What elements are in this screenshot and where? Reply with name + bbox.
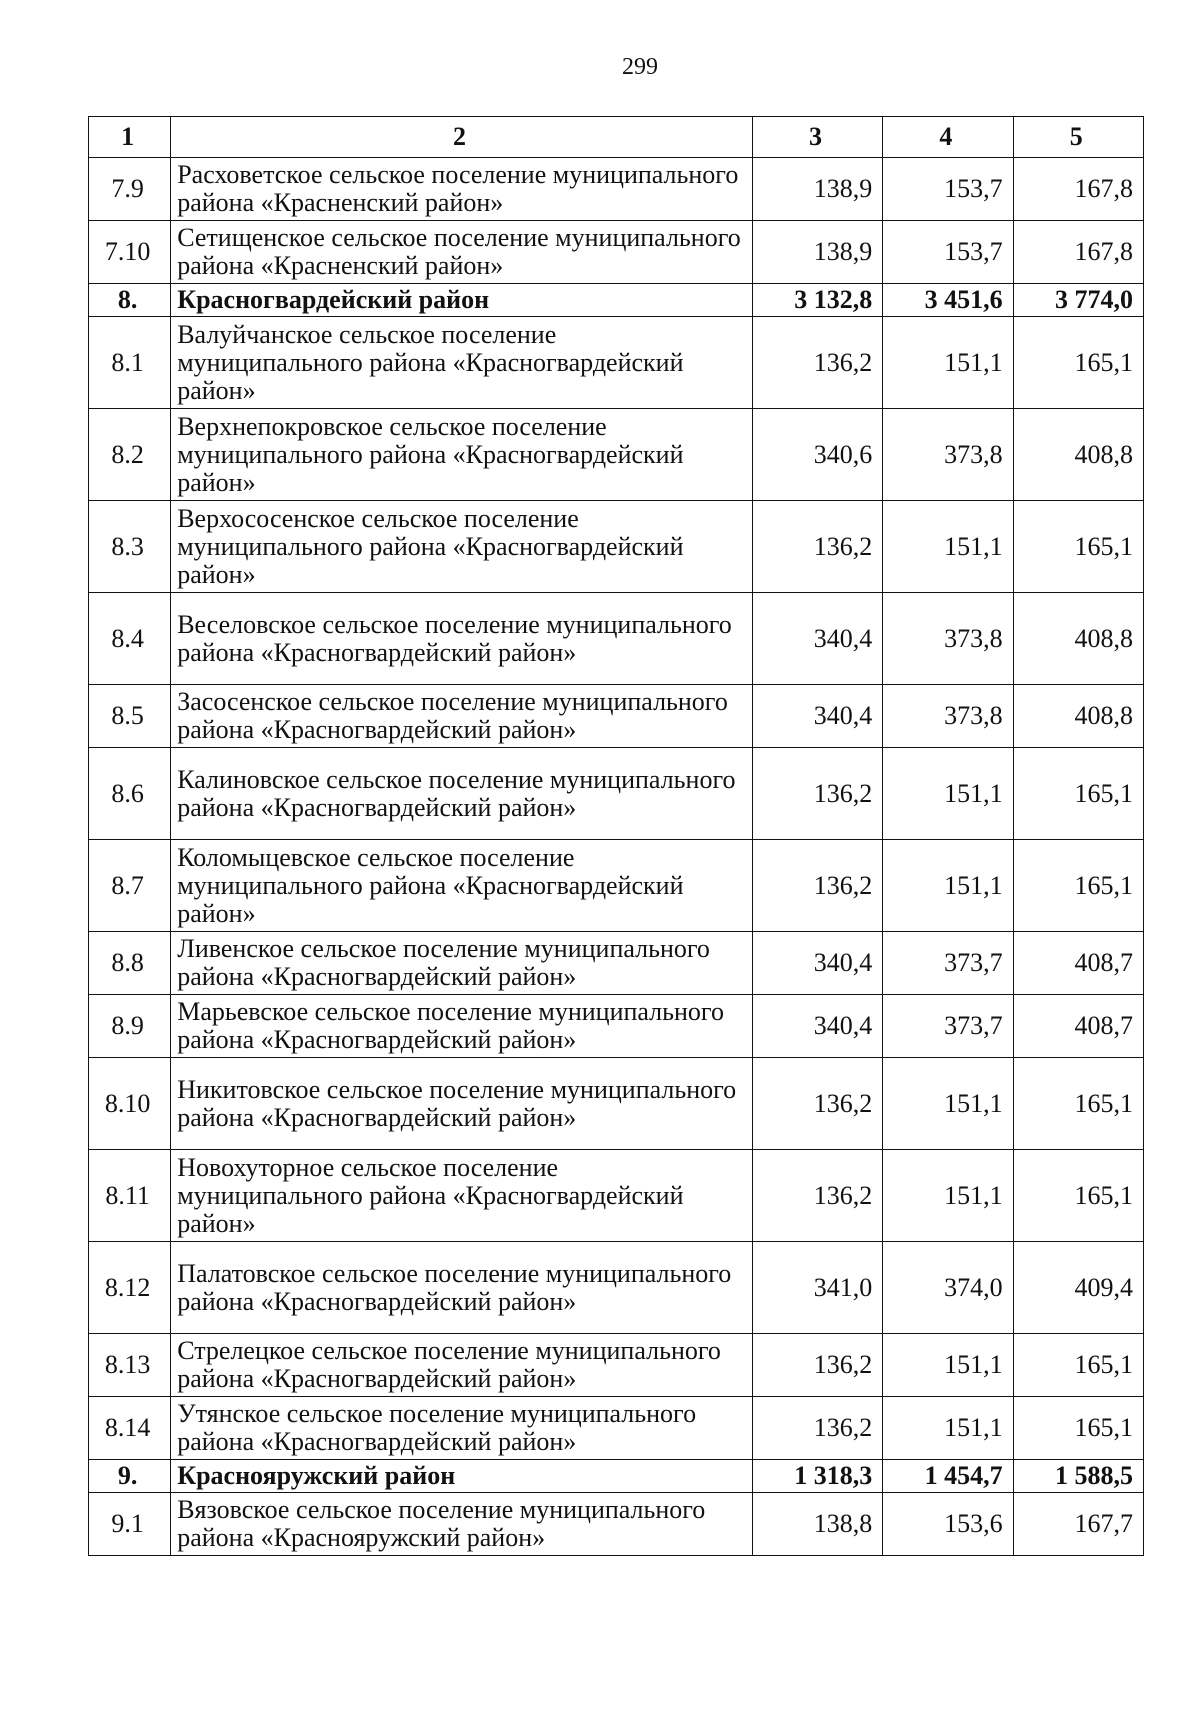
row-name: Краснояружский район <box>171 1460 753 1493</box>
row-value-4: 373,7 <box>883 932 1013 995</box>
table-row <box>89 1493 1144 1556</box>
row-value-5: 165,1 <box>1013 1334 1143 1397</box>
row-value-5: 1 588,5 <box>1013 1460 1143 1493</box>
row-number: 8.8 <box>89 932 171 995</box>
row-number: 8.5 <box>89 685 171 748</box>
row-value-4: 373,7 <box>883 995 1013 1058</box>
row-value-4: 1 454,7 <box>883 1460 1013 1493</box>
row-number: 8.7 <box>89 840 171 932</box>
row-value-3: 3 132,8 <box>752 284 882 317</box>
table-row <box>89 1242 1144 1334</box>
row-number: 8.10 <box>89 1058 171 1150</box>
row-name: Палатовское сельское поселение муниципального района «Красногвардейский район» <box>171 1242 753 1334</box>
row-number: 8.1 <box>89 317 171 409</box>
row-value-3: 136,2 <box>752 748 882 840</box>
row-value-5: 167,8 <box>1013 221 1143 284</box>
row-value-4: 151,1 <box>883 1150 1013 1242</box>
row-value-3: 340,4 <box>752 593 882 685</box>
row-value-3: 1 318,3 <box>752 1460 882 1493</box>
row-name: Марьевское сельское поселение муниципального района «Красногвардейский район» <box>171 995 753 1058</box>
row-value-4: 3 451,6 <box>883 284 1013 317</box>
row-name: Ливенское сельское поселение муниципального района «Красногвардейский район» <box>171 932 753 995</box>
row-number: 9.1 <box>89 1493 171 1556</box>
row-value-3: 136,2 <box>752 1334 882 1397</box>
row-value-3: 136,2 <box>752 317 882 409</box>
header-cell-3: 3 <box>752 117 882 158</box>
row-name: Стрелецкое сельское поселение муниципального района «Красногвардейский район» <box>171 1334 753 1397</box>
table-row <box>89 1334 1144 1397</box>
header-cell-2: 2 <box>171 117 753 158</box>
row-value-3: 138,9 <box>752 158 882 221</box>
row-value-5: 165,1 <box>1013 317 1143 409</box>
row-number: 8.2 <box>89 409 171 501</box>
table-row <box>89 593 1144 685</box>
row-value-3: 136,2 <box>752 1058 882 1150</box>
row-value-5: 165,1 <box>1013 748 1143 840</box>
district-total-row <box>89 1460 1144 1493</box>
table-row <box>89 501 1144 593</box>
row-name: Валуйчанское сельское поселение муниципального района «Красногвардейский район» <box>171 317 753 409</box>
row-name: Красногвардейский район <box>171 284 753 317</box>
row-number: 7.10 <box>89 221 171 284</box>
table-header-row <box>89 117 1144 158</box>
row-value-5: 408,7 <box>1013 995 1143 1058</box>
row-value-3: 136,2 <box>752 501 882 593</box>
header-cell-4: 4 <box>883 117 1013 158</box>
row-value-4: 153,7 <box>883 158 1013 221</box>
row-name: Засосенское сельское поселение муниципального района «Красногвардейский район» <box>171 685 753 748</box>
row-value-3: 341,0 <box>752 1242 882 1334</box>
row-value-3: 340,4 <box>752 685 882 748</box>
row-value-3: 138,9 <box>752 221 882 284</box>
row-number: 9. <box>89 1460 171 1493</box>
row-value-4: 151,1 <box>883 501 1013 593</box>
row-name: Сетищенское сельское поселение муниципального района «Красненский район» <box>171 221 753 284</box>
row-value-3: 340,4 <box>752 932 882 995</box>
row-value-5: 408,8 <box>1013 409 1143 501</box>
table-row <box>89 317 1144 409</box>
budget-table <box>88 116 1144 1556</box>
row-value-4: 153,6 <box>883 1493 1013 1556</box>
row-value-5: 409,4 <box>1013 1242 1143 1334</box>
row-name: Коломыцевское сельское поселение муниципального района «Красногвардейский район» <box>171 840 753 932</box>
row-name: Верхососенское сельское поселение муниципального района «Красногвардейский район» <box>171 501 753 593</box>
row-value-5: 165,1 <box>1013 1397 1143 1460</box>
table-row <box>89 158 1144 221</box>
row-value-4: 151,1 <box>883 317 1013 409</box>
table-row <box>89 932 1144 995</box>
row-name: Никитовское сельское поселение муниципального района «Красногвардейский район» <box>171 1058 753 1150</box>
row-number: 8.13 <box>89 1334 171 1397</box>
row-value-5: 408,7 <box>1013 932 1143 995</box>
row-value-3: 136,2 <box>752 840 882 932</box>
row-value-4: 373,8 <box>883 409 1013 501</box>
row-value-3: 136,2 <box>752 1150 882 1242</box>
row-value-3: 340,4 <box>752 995 882 1058</box>
table-row <box>89 748 1144 840</box>
row-number: 8.9 <box>89 995 171 1058</box>
row-value-3: 138,8 <box>752 1493 882 1556</box>
row-value-5: 408,8 <box>1013 685 1143 748</box>
table-row <box>89 409 1144 501</box>
table-row <box>89 221 1144 284</box>
row-number: 8.4 <box>89 593 171 685</box>
row-name: Веселовское сельское поселение муниципального района «Красногвардейский район» <box>171 593 753 685</box>
row-value-4: 151,1 <box>883 1334 1013 1397</box>
row-value-4: 373,8 <box>883 685 1013 748</box>
header-cell-5: 5 <box>1013 117 1143 158</box>
row-value-5: 165,1 <box>1013 501 1143 593</box>
row-value-5: 165,1 <box>1013 1058 1143 1150</box>
row-value-5: 167,8 <box>1013 158 1143 221</box>
table-row <box>89 1058 1144 1150</box>
row-value-4: 151,1 <box>883 840 1013 932</box>
row-value-5: 3 774,0 <box>1013 284 1143 317</box>
row-value-4: 151,1 <box>883 1058 1013 1150</box>
page-number: 299 <box>622 54 658 80</box>
row-value-5: 165,1 <box>1013 1150 1143 1242</box>
row-number: 7.9 <box>89 158 171 221</box>
row-number: 8.11 <box>89 1150 171 1242</box>
header-cell-1: 1 <box>89 117 171 158</box>
row-value-3: 340,6 <box>752 409 882 501</box>
table-row <box>89 840 1144 932</box>
row-name: Вязовское сельское поселение муниципального района «Краснояружский район» <box>171 1493 753 1556</box>
row-number: 8.6 <box>89 748 171 840</box>
row-number: 8.14 <box>89 1397 171 1460</box>
table-row <box>89 685 1144 748</box>
district-total-row <box>89 284 1144 317</box>
row-name: Верхнепокровское сельское поселение муниципального района «Красногвардейский район» <box>171 409 753 501</box>
row-number: 8.12 <box>89 1242 171 1334</box>
row-value-5: 165,1 <box>1013 840 1143 932</box>
row-value-5: 167,7 <box>1013 1493 1143 1556</box>
row-name: Расховетское сельское поселение муниципального района «Красненский район» <box>171 158 753 221</box>
row-name: Утянское сельское поселение муниципального района «Красногвардейский район» <box>171 1397 753 1460</box>
row-value-5: 408,8 <box>1013 593 1143 685</box>
row-value-4: 373,8 <box>883 593 1013 685</box>
row-number: 8. <box>89 284 171 317</box>
row-value-3: 136,2 <box>752 1397 882 1460</box>
row-value-4: 151,1 <box>883 1397 1013 1460</box>
row-value-4: 153,7 <box>883 221 1013 284</box>
row-number: 8.3 <box>89 501 171 593</box>
row-name: Калиновское сельское поселение муниципального района «Красногвардейский район» <box>171 748 753 840</box>
row-value-4: 151,1 <box>883 748 1013 840</box>
row-name: Новохуторное сельское поселение муниципального района «Красногвардейский район» <box>171 1150 753 1242</box>
table-row <box>89 995 1144 1058</box>
table-row <box>89 1150 1144 1242</box>
row-value-4: 374,0 <box>883 1242 1013 1334</box>
table-row <box>89 1397 1144 1460</box>
